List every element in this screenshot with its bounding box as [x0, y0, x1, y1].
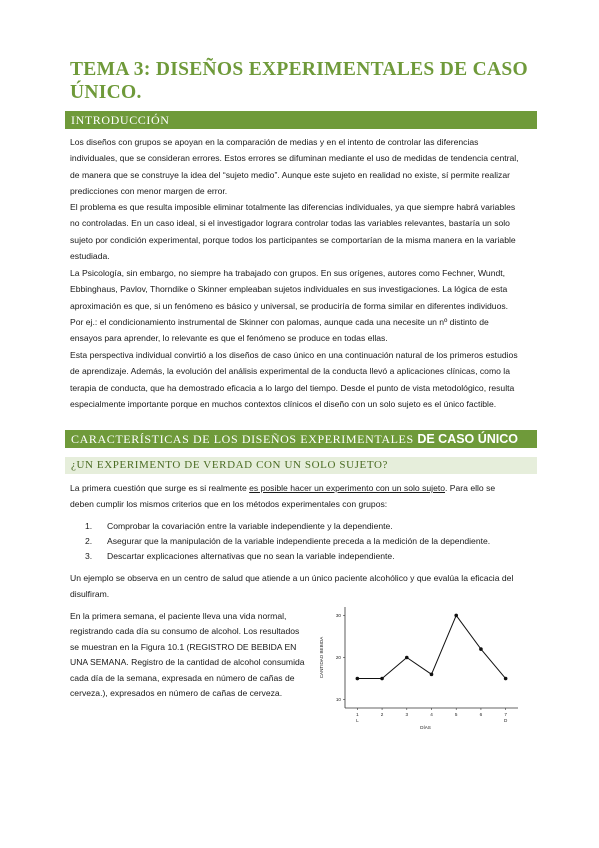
intro-paragraph-2: El problema es que resulta imposible eliminar totalmente las diferencias individuales, ya que siempre habrá variables no controladas. En un caso ideal, si el investigador lograra controlar todas las variables relevantes, bastaría un solo sujeto por condición experimental, porque todos los participantes se comportarían de la misma manera en la variable estudiada. [70, 202, 516, 261]
data-point [479, 647, 483, 651]
section-heading-part2: DE CASO ÚNICO [417, 432, 519, 446]
example-paragraph: Un ejemplo se observa en un centro de salud que atiende a un único paciente alcohólico y que evalúa la eficacia del disulfiram. [70, 573, 514, 600]
data-point [405, 656, 409, 660]
section-heading-part1: CARACTERÍSTICAS DE LOS DISEÑOS EXPERIMENTALES [71, 432, 418, 446]
list-item [85, 534, 525, 549]
x-day-label-first: L [356, 718, 359, 723]
x-tick-label: 5 [454, 712, 458, 717]
intro-paragraph-1: Los diseños con grupos se apoyan en la comparación de medias y en el intento de controlar las diferencias individuales, que se consideran errores. Estos errores se difuminan mediante el uso de medidas de tendencia central, de manera que se construye la idea del “sujeto medio”. Aunque este sujeto en realidad no existe, sí permite realizar predicciones con menor margen de error. [70, 137, 519, 196]
section-heading-characteristics [65, 430, 537, 448]
section-heading-introduction: INTRODUCCIÓN [65, 111, 537, 129]
list-text: Comprobar la covariación entre la variable independiente y la dependiente. [107, 521, 393, 531]
list-number: 3. [85, 550, 93, 561]
subheading-single-subject: ¿UN EXPERIMENTO DE VERDAD CON UN SOLO SUJETO? [65, 457, 537, 474]
data-point [380, 677, 384, 681]
list-text: Descartar explicaciones alternativas que no sean la variable independiente. [107, 550, 395, 561]
x-axis-label: DÍAS [420, 725, 431, 730]
x-tick-label: 1 [356, 712, 359, 717]
x-day-label-last: D [503, 718, 508, 723]
data-line [357, 615, 505, 678]
criteria-intro-start: La primera cuestión que surge es si realmente [70, 483, 250, 493]
list-item [85, 549, 525, 564]
x-tick-label: 3 [405, 712, 409, 717]
criteria-intro-end: . Para ello se deben cumplir los mismos criterios que en los métodos experimentales con grupos: [70, 483, 496, 510]
page-title: TEMA 3: DISEÑOS EXPERIMENTALES DE CASO ÚNICO. [70, 59, 528, 103]
criteria-list [85, 519, 525, 563]
y-tick-label: 20 [335, 655, 341, 661]
y-tick-label: 30 [335, 613, 341, 619]
data-point [454, 614, 458, 618]
data-point [356, 677, 360, 681]
data-point [430, 673, 434, 677]
first-week-paragraph: En la primera semana, el paciente lleva una vida normal, registrando cada día su consumo de alcohol. Los resultados se muestran en la Figura 10.1 (REGISTRO DE BEBIDA EN UNA SEMANA. Registro de la cantidad de alcohol consumida cada día de la semana, expresada en número de cañas de cerveza.), expresados en número de cañas de cerveza. [70, 611, 305, 699]
intro-paragraph-4: Esta perspectiva individual convirtió a los diseños de caso único en una continuación natural de los primeros estudios de aprendizaje. Además, la evolución del análisis experimental de la conducta llevó a aplicaciones clínicas, como la terapia de conducta, que ha demostrado eficacia a lo largo del tiempo. Desde el punto de vista metodológico, resulta especialmente importante porque en muchos contextos clínicos el diseño con un solo sujeto es el único factible. [70, 350, 518, 409]
y-tick-label: 10 [335, 697, 341, 703]
criteria-intro [70, 480, 520, 513]
line-chart [318, 604, 520, 738]
data-point [504, 677, 508, 681]
x-tick-label: 6 [479, 712, 483, 717]
list-number: 1. [85, 521, 93, 531]
list-text: Asegurar que la manipulación de la variable independiente preceda a la medición de la dependiente. [107, 535, 491, 546]
criteria-intro-underlined: es posible hacer un experimento con un solo sujeto [249, 483, 446, 493]
list-item [85, 519, 525, 534]
x-tick-label: 7 [504, 712, 507, 717]
intro-paragraph-3: La Psicología, sin embargo, no siempre ha trabajado con grupos. En sus orígenes, autores como Fechner, Wundt, Ebbinghaus, Pavlov, Thorndike o Skinner empleaban sujetos individuales en sus investigaciones. La lógica de esta aproximación es que, si un fenómeno es básico y universal, se produciría de forma similar en diferentes individuos. Por ej.: el condicionamiento instrumental de Skinner con palomas, aunque cada una necesite un nº distinto de ensayos para aprender, lo relevante es que el fenómeno se produce en todas ellas. [70, 268, 509, 344]
x-tick-label: 2 [380, 712, 384, 717]
x-tick-label: 4 [430, 712, 433, 717]
figure-drinking-record [318, 604, 520, 738]
y-axis-label: CANTIDAD BEBIDA [319, 636, 324, 679]
list-number: 2. [85, 535, 93, 546]
